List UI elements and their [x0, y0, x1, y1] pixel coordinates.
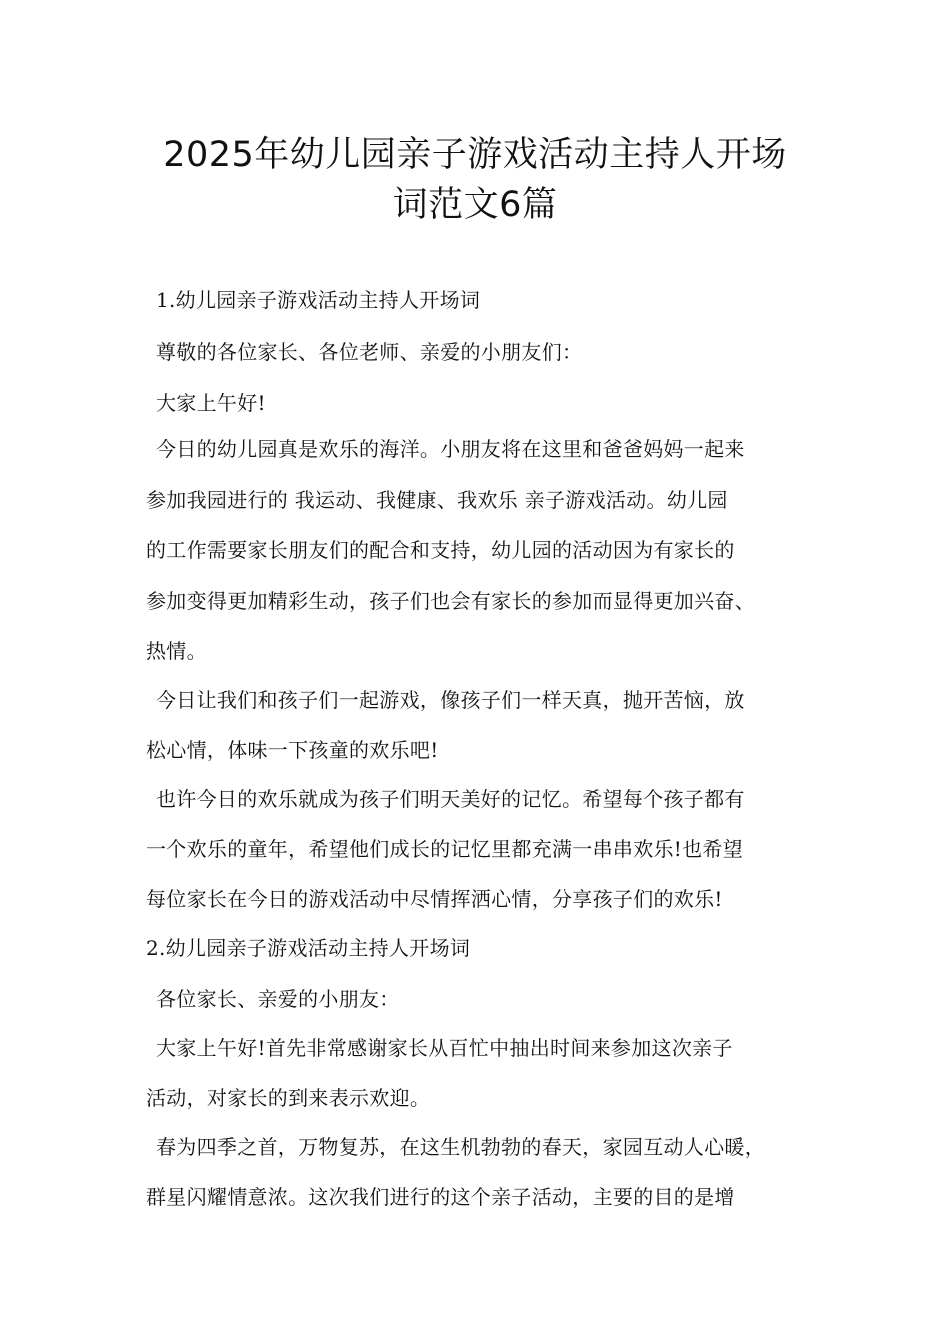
- paragraph-line: 春为四季之首，万物复苏，在这生机勃勃的春天，家园互动人心暖，: [156, 1135, 765, 1159]
- paragraph-line: 参加我园进行的 我运动、我健康、我欢乐 亲子游戏活动。幼儿园: [146, 488, 728, 512]
- paragraph-line: 的工作需要家长朋友们的配合和支持，幼儿园的活动因为有家长的: [146, 538, 735, 562]
- paragraph-line: 大家上午好!首先非常感谢家长从百忙中抽出时间来参加这次亲子: [156, 1036, 733, 1060]
- paragraph-line: 各位家长、亲爱的小朋友：: [156, 987, 400, 1011]
- document-title-line-1: 2025年幼儿园亲子游戏活动主持人开场: [163, 135, 787, 175]
- paragraph-line: 今日让我们和孩子们一起游戏，像孩子们一样天真，抛开苦恼，放: [156, 688, 745, 712]
- paragraph-line: 也许今日的欢乐就成为孩子们明天美好的记忆。希望每个孩子都有: [156, 787, 745, 811]
- paragraph-line: 大家上午好!: [156, 391, 266, 415]
- paragraph-line: 尊敬的各位家长、各位老师、亲爱的小朋友们：: [156, 340, 583, 364]
- paragraph-line: 每位家长在今日的游戏活动中尽情挥洒心情，分享孩子们的欢乐!: [146, 887, 723, 911]
- paragraph-line: 今日的幼儿园真是欢乐的海洋。小朋友将在这里和爸爸妈妈一起来: [156, 437, 745, 461]
- paragraph-line: 松心情，体味一下孩童的欢乐吧!: [146, 738, 439, 762]
- paragraph-line: 热情。: [146, 639, 207, 663]
- paragraph-line: 群星闪耀情意浓。这次我们进行的这个亲子活动，主要的目的是增: [146, 1185, 735, 1209]
- paragraph-line: 活动，对家长的到来表示欢迎。: [146, 1086, 431, 1110]
- paragraph-line: 参加变得更加精彩生动，孩子们也会有家长的参加而显得更加兴奋、: [146, 589, 755, 613]
- section-heading-2: 2.幼儿园亲子游戏活动主持人开场词: [146, 936, 471, 960]
- paragraph-line: 一个欢乐的童年，希望他们成长的记忆里都充满一串串欢乐!也希望: [146, 837, 744, 861]
- document-title-line-2: 词范文6篇: [392, 185, 558, 225]
- section-heading-1: 1.幼儿园亲子游戏活动主持人开场词: [156, 288, 481, 312]
